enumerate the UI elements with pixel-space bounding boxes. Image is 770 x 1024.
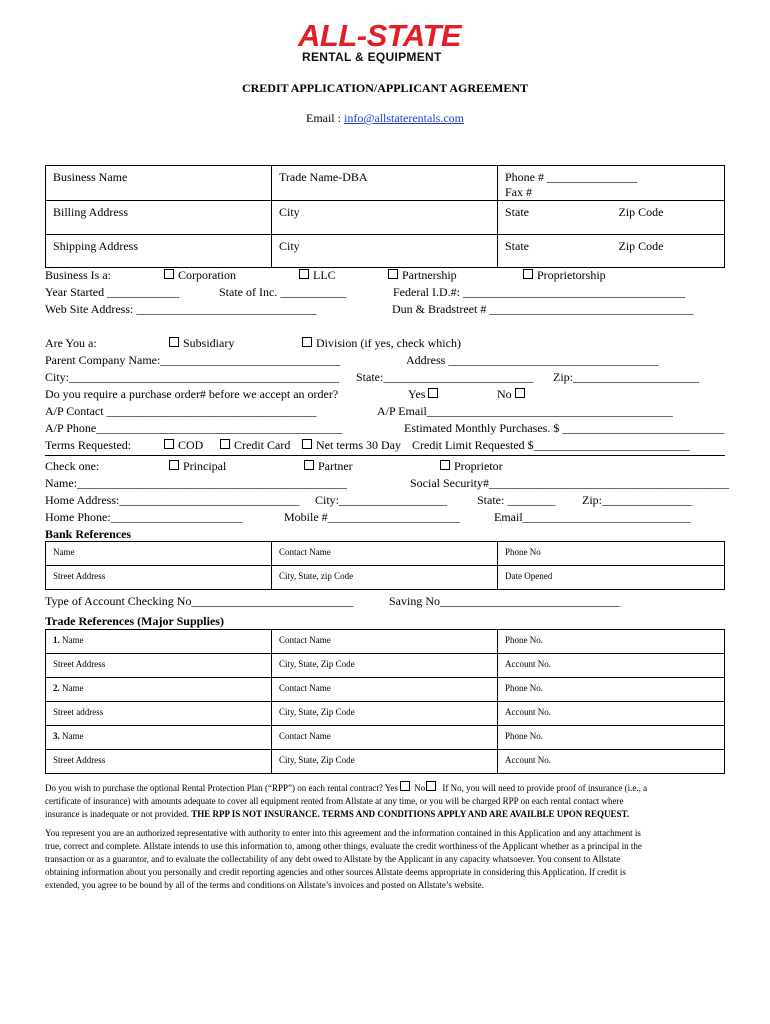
guarantor-name-field[interactable]: Name:_____________________________________________ xyxy=(45,476,347,490)
partnership-checkbox[interactable]: Partnership xyxy=(388,268,457,283)
section-divider xyxy=(45,455,725,456)
trade-1-name-field[interactable]: 1. Name xyxy=(46,630,272,654)
website-field[interactable]: Web Site Address: ______________________________ xyxy=(45,302,317,316)
billing-address-field[interactable]: Billing Address xyxy=(46,201,272,235)
checkbox-icon xyxy=(220,439,230,449)
affiliation-label: Are You a: xyxy=(45,336,97,350)
bank-name-field[interactable]: Name xyxy=(46,542,272,566)
terms-label: Terms Requested: xyxy=(45,438,132,452)
company-logo: ALL-STATE xyxy=(298,18,462,53)
business-name-field[interactable]: Business Name xyxy=(46,166,272,201)
trade-1-account-field[interactable]: Account No. xyxy=(498,654,725,678)
saving-field[interactable]: Saving No______________________________ xyxy=(389,594,620,608)
bank-references-table xyxy=(45,541,725,590)
billing-state-zip-field[interactable]: State Zip Code xyxy=(498,201,725,235)
trade-3-contact-field[interactable]: Contact Name xyxy=(272,726,498,750)
ap-contact-field[interactable]: A/P Contact ___________________________________ xyxy=(45,404,317,418)
bank-contact-field[interactable]: Contact Name xyxy=(272,542,498,566)
parent-address-field[interactable]: Address ___________________________________ xyxy=(406,353,659,367)
ssn-field[interactable]: Social Security#________________________________________ xyxy=(410,476,729,490)
ap-email-field[interactable]: A/P Email_________________________________________ xyxy=(377,404,673,418)
division-checkbox[interactable]: Division (if yes, check which) xyxy=(302,336,461,351)
parent-company-field[interactable]: Parent Company Name:______________________________ xyxy=(45,353,341,367)
proprietor-checkbox[interactable]: Proprietor xyxy=(440,459,503,474)
checkbox-icon xyxy=(169,337,179,347)
po-question: Do you require a purchase order# before we accept an order? xyxy=(45,387,339,401)
home-address-field[interactable]: Home Address:______________________________ xyxy=(45,493,300,507)
shipping-state-zip-field[interactable]: State Zip Code xyxy=(498,235,725,268)
checkbox-icon xyxy=(164,439,174,449)
trade-2-account-field[interactable]: Account No. xyxy=(498,702,725,726)
parent-state-field[interactable]: State:_________________________ xyxy=(356,370,534,384)
business-type-label: Business Is a: xyxy=(45,268,111,282)
federal-id-field[interactable]: Federal I.D.#: _____________________________________ xyxy=(393,285,685,299)
checkbox-icon xyxy=(302,439,312,449)
checkbox-icon xyxy=(523,269,533,279)
checkbox-icon xyxy=(299,269,309,279)
shipping-address-field[interactable]: Shipping Address xyxy=(46,235,272,268)
agreement-paragraph: You represent you are an authorized representative with authority to enter into this agreement and the information contained in this Application and any attachment is true, correct and complete. Allstate intends to use this information to, among other things, evaluate the credit worthiness of the Applicant whether as a principal in the transaction or as a guarantor, and to evaluate the collectability of any debt owed to Allstate by the Applicant in any capacity whatsoever. You consent to Allstate obtaining information about you personally and credit reporting agencies and other sources Allstate deems appropriate in considering this Application. If credit is extended, you agree to be bound by all of the terms and conditions on Allstate’s invoices and posted on Allstate’s website. xyxy=(45,828,642,890)
mobile-field[interactable]: Mobile #______________________ xyxy=(284,510,460,524)
checkbox-icon xyxy=(169,460,179,470)
trade-2-name-field[interactable]: 2. Name xyxy=(46,678,272,702)
checkbox-icon xyxy=(440,460,450,470)
trade-2-street-field[interactable]: Street address xyxy=(46,702,272,726)
trade-references-heading: Trade References (Major Supplies) xyxy=(45,614,224,628)
bank-references-heading: Bank References xyxy=(45,527,132,541)
po-yes-checkbox[interactable]: Yes xyxy=(408,387,442,402)
company-logo-subtitle: RENTAL & EQUIPMENT xyxy=(302,50,442,64)
guarantor-email-field[interactable]: Email____________________________ xyxy=(494,510,691,524)
trade-1-city-field[interactable]: City, State, Zip Code xyxy=(272,654,498,678)
rpp-no-checkbox[interactable] xyxy=(426,781,436,791)
home-state-field[interactable]: State: ________ xyxy=(477,493,556,507)
checkbox-icon xyxy=(164,269,174,279)
llc-checkbox[interactable]: LLC xyxy=(299,268,336,283)
email-link[interactable]: info@allstaterentals.com xyxy=(343,111,464,125)
terms-net-checkbox[interactable]: Net terms 30 Day xyxy=(302,438,401,453)
billing-city-field[interactable]: City xyxy=(272,201,498,235)
checkbox-icon xyxy=(304,460,314,470)
trade-3-street-field[interactable]: Street Address xyxy=(46,750,272,774)
home-city-field[interactable]: City:__________________ xyxy=(315,493,448,507)
po-no-checkbox[interactable]: No xyxy=(497,387,529,402)
checkbox-icon xyxy=(515,388,525,398)
rpp-yes-checkbox[interactable] xyxy=(400,781,410,791)
email-label: Email : xyxy=(305,111,341,125)
parent-zip-field[interactable]: Zip:_____________________ xyxy=(553,370,699,384)
partner-checkbox[interactable]: Partner xyxy=(304,459,353,474)
trade-2-phone-field[interactable]: Phone No. xyxy=(498,678,725,702)
rpp-paragraph: Do you wish to purchase the optional Rental Protection Plan (“RPP”) on each rental contract? Yes No If No, you will need to provide proof of insurance (i.e., a certificate of insurance) with amounts adequate to cover all equipment rented from Allstate at any time, or you will be charged RPP on each rental contact where insurance is inadequate or not provided. THE RPP IS NOT INSURANCE. TERMS AND CONDITIONS APPLY AND ARE AVAILBLE UPON REQUEST. xyxy=(45,783,648,819)
proprietorship-checkbox[interactable]: Proprietorship xyxy=(523,268,606,283)
trade-1-street-field[interactable]: Street Address xyxy=(46,654,272,678)
terms-cod-checkbox[interactable]: COD xyxy=(164,438,203,453)
checkbox-icon xyxy=(302,337,312,347)
parent-city-field[interactable]: City:_____________________________________________ xyxy=(45,370,340,384)
business-info-table xyxy=(45,165,725,268)
home-zip-field[interactable]: Zip:_______________ xyxy=(582,493,692,507)
checkbox-icon xyxy=(388,269,398,279)
check-one-label: Check one: xyxy=(45,459,100,473)
terms-card-checkbox[interactable]: Credit Card xyxy=(220,438,290,453)
credit-limit-field[interactable]: Credit Limit Requested $__________________________ xyxy=(412,438,690,452)
trade-3-phone-field[interactable]: Phone No. xyxy=(498,726,725,750)
trade-2-contact-field[interactable]: Contact Name xyxy=(272,678,498,702)
trade-1-contact-field[interactable]: Contact Name xyxy=(272,630,498,654)
email-line xyxy=(0,111,770,126)
est-purchases-field[interactable]: Estimated Monthly Purchases. $ ___________________________ xyxy=(404,421,725,435)
trade-name-field[interactable]: Trade Name-DBA xyxy=(272,166,498,201)
phone-fax-field[interactable]: Phone # _______________ Fax # xyxy=(498,166,725,201)
bank-date-opened-field[interactable]: Date Opened xyxy=(498,566,725,590)
trade-3-account-field[interactable]: Account No. xyxy=(498,750,725,774)
checkbox-icon xyxy=(428,388,438,398)
account-type-field[interactable]: Type of Account Checking No___________________________ xyxy=(45,594,354,608)
page-title: CREDIT APPLICATION/APPLICANT AGREEMENT xyxy=(241,81,529,95)
trade-1-phone-field[interactable]: Phone No. xyxy=(498,630,725,654)
bank-phone-field[interactable]: Phone No xyxy=(498,542,725,566)
shipping-city-field[interactable]: City xyxy=(272,235,498,268)
year-started-field[interactable]: Year Started ____________ xyxy=(45,285,180,299)
trade-3-name-field[interactable]: 3. Name xyxy=(46,726,272,750)
bank-street-field[interactable]: Street Address xyxy=(46,566,272,590)
subsidiary-checkbox[interactable]: Subsidiary xyxy=(169,336,234,351)
trade-references-table xyxy=(45,629,725,774)
dun-bradstreet-field[interactable]: Dun & Bradstreet # __________________________________ xyxy=(392,302,694,316)
corporation-checkbox[interactable]: Corporation xyxy=(164,268,236,283)
bank-city-field[interactable]: City, State, zip Code xyxy=(272,566,498,590)
state-of-inc-field[interactable]: State of Inc. ___________ xyxy=(219,285,347,299)
home-phone-field[interactable]: Home Phone:______________________ xyxy=(45,510,243,524)
ap-phone-field[interactable]: A/P Phone_________________________________________ xyxy=(45,421,343,435)
trade-2-city-field[interactable]: City, State, Zip Code xyxy=(272,702,498,726)
trade-3-city-field[interactable]: City, State, Zip Code xyxy=(272,750,498,774)
principal-checkbox[interactable]: Principal xyxy=(169,459,226,474)
